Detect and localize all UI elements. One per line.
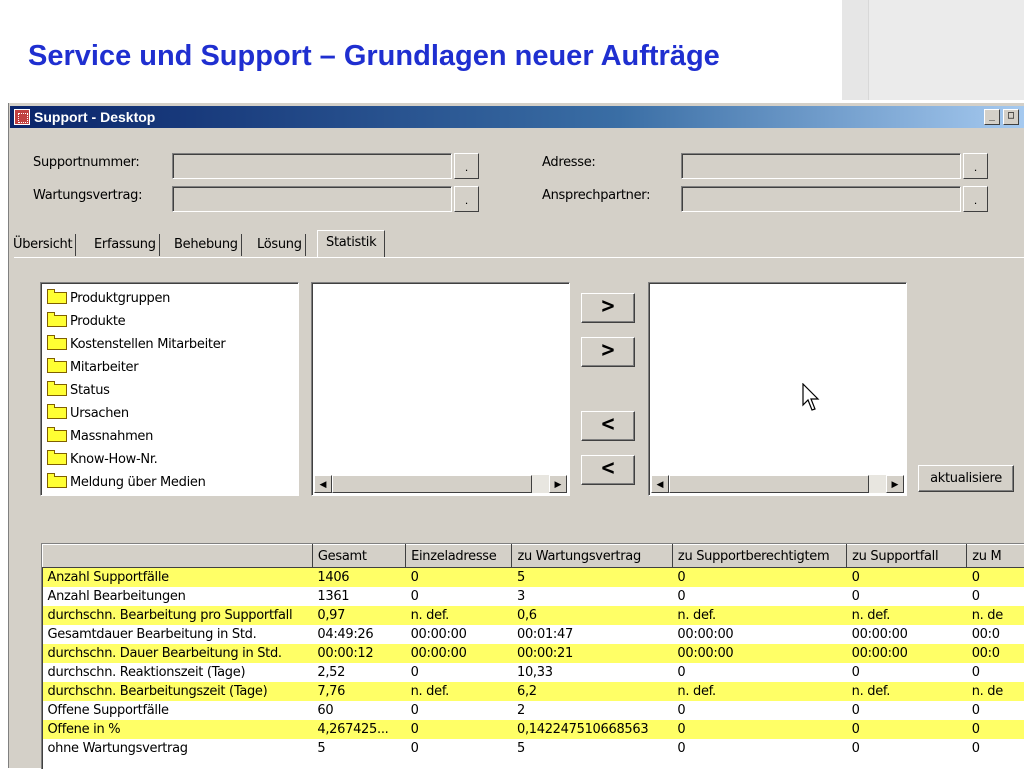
table-cell: Gesamtdauer Bearbeitung in Std. — [43, 625, 313, 644]
table-cell: 3 — [512, 587, 672, 606]
tree-item[interactable]: Know-How-Nr. — [47, 449, 158, 471]
table-cell: 0 — [967, 663, 1024, 682]
table-cell: 0 — [847, 739, 967, 758]
aktualisiere-button[interactable]: aktualisiere — [918, 465, 1014, 492]
decorative-gray-strip — [842, 0, 1024, 100]
table-cell: 2 — [512, 701, 672, 720]
slide-title: Service und Support – Grundlagen neuer Aufträge — [28, 40, 720, 73]
tree-item[interactable]: Meldung über Medien — [47, 472, 206, 494]
table-cell: n. de — [967, 682, 1024, 701]
tab-loesung[interactable]: Lösung — [254, 234, 306, 256]
table-cell: n. def. — [672, 682, 846, 701]
table-cell: 10,33 — [512, 663, 672, 682]
category-tree[interactable] — [40, 282, 299, 496]
table-cell: 0 — [672, 739, 846, 758]
window-title: Support - Desktop — [34, 109, 155, 125]
minimize-button[interactable]: _ — [984, 109, 1000, 125]
table-cell: n. def. — [406, 682, 512, 701]
table-row[interactable] — [43, 720, 1024, 739]
table-cell: 5 — [512, 568, 672, 588]
tab-uebersicht[interactable]: Übersicht — [10, 234, 76, 256]
scroll-thumb[interactable] — [669, 475, 869, 493]
table-row[interactable] — [43, 587, 1024, 606]
folder-icon — [47, 384, 67, 396]
table-row[interactable] — [43, 701, 1024, 720]
selected-list-scrollbar[interactable] — [651, 475, 904, 493]
table-cell: Anzahl Bearbeitungen — [43, 587, 313, 606]
table-cell: 0 — [406, 568, 512, 588]
table-cell: 5 — [312, 739, 405, 758]
column-header[interactable]: Gesamt — [312, 545, 405, 568]
table-cell: 0 — [672, 701, 846, 720]
scroll-thumb[interactable] — [332, 475, 532, 493]
table-cell: 0 — [847, 587, 967, 606]
folder-icon — [47, 315, 67, 327]
adresse-field[interactable] — [681, 153, 961, 179]
table-cell: 00:0 — [967, 625, 1024, 644]
ansprechpartner-label: Ansprechpartner: — [542, 188, 650, 203]
statistics-table[interactable] — [41, 543, 1024, 769]
table-cell: 0 — [672, 568, 846, 588]
table-cell: 00:0 — [967, 644, 1024, 663]
column-header[interactable]: Einzeladresse — [406, 545, 512, 568]
ansprechpartner-field[interactable] — [681, 186, 961, 212]
table-cell: 7,76 — [312, 682, 405, 701]
table-cell: n. de — [967, 606, 1024, 625]
supportnummer-lookup-button[interactable]: . — [454, 153, 479, 179]
table-cell: durchschn. Reaktionszeit (Tage) — [43, 663, 313, 682]
table-cell: 00:00:12 — [312, 644, 405, 663]
table-cell: 5 — [512, 739, 672, 758]
table-cell: 0 — [672, 720, 846, 739]
table-cell: 00:00:00 — [847, 625, 967, 644]
supportnummer-field[interactable] — [172, 153, 452, 179]
table-cell: 1361 — [312, 587, 405, 606]
wartungsvertrag-lookup-button[interactable]: . — [454, 186, 479, 212]
table-cell: 0 — [847, 701, 967, 720]
folder-icon — [47, 476, 67, 488]
table-cell: 0 — [967, 720, 1024, 739]
table-cell: 0 — [967, 739, 1024, 758]
tab-panel-border — [14, 257, 1024, 258]
table-header-row — [43, 545, 1024, 568]
app-icon — [14, 109, 30, 125]
table-cell: 04:49:26 — [312, 625, 405, 644]
folder-icon — [47, 407, 67, 419]
folder-icon — [47, 453, 67, 465]
table-cell: Offene in % — [43, 720, 313, 739]
table-cell: 00:00:21 — [512, 644, 672, 663]
column-header[interactable]: zu M — [967, 545, 1024, 568]
table-cell: durchschn. Bearbeitungszeit (Tage) — [43, 682, 313, 701]
column-header[interactable] — [43, 545, 313, 568]
adresse-label: Adresse: — [542, 155, 596, 170]
available-list[interactable] — [311, 282, 570, 496]
table-cell: durchschn. Bearbeitung pro Supportfall — [43, 606, 313, 625]
tree-item[interactable]: Produktgruppen — [47, 288, 170, 310]
tree-item[interactable]: Produkte — [47, 311, 125, 333]
column-header[interactable]: zu Wartungsvertrag — [512, 545, 672, 568]
table-cell: n. def. — [847, 606, 967, 625]
scroll-left-icon[interactable]: ◀ — [314, 475, 332, 493]
supportnummer-label: Supportnummer: — [33, 155, 140, 170]
table-cell: 0 — [406, 587, 512, 606]
table-cell: 0 — [967, 701, 1024, 720]
tree-item[interactable]: Ursachen — [47, 403, 129, 425]
table-cell: 0 — [847, 568, 967, 588]
table-cell: Anzahl Supportfälle — [43, 568, 313, 588]
table-cell: 1406 — [312, 568, 405, 588]
table-cell: 00:00:00 — [672, 644, 846, 663]
table-cell: 0 — [847, 663, 967, 682]
selected-list[interactable] — [648, 282, 907, 496]
folder-icon — [47, 361, 67, 373]
table-cell: 0 — [672, 663, 846, 682]
table-cell: 0 — [847, 720, 967, 739]
remove-all-button[interactable]: < — [581, 455, 635, 485]
available-list-scrollbar[interactable] — [314, 475, 567, 493]
table-cell: 00:00:00 — [406, 625, 512, 644]
folder-icon — [47, 338, 67, 350]
table-cell: n. def. — [406, 606, 512, 625]
scroll-right-icon[interactable]: ▶ — [549, 475, 567, 493]
window-titlebar[interactable] — [10, 106, 1024, 128]
table-cell: 0 — [406, 663, 512, 682]
table-cell: 00:00:00 — [672, 625, 846, 644]
scroll-right-icon[interactable]: ▶ — [886, 475, 904, 493]
table-cell: 0 — [406, 739, 512, 758]
remove-selected-button[interactable]: < — [581, 411, 635, 441]
table-cell: Offene Supportfälle — [43, 701, 313, 720]
table-row[interactable] — [43, 663, 1024, 682]
table-cell: 0 — [406, 701, 512, 720]
tree-item[interactable]: Kostenstellen Mitarbeiter — [47, 334, 225, 356]
tab-behebung[interactable]: Behebung — [171, 234, 242, 256]
folder-icon — [47, 430, 67, 442]
table-cell: 2,52 — [312, 663, 405, 682]
tree-item[interactable]: Mitarbeiter — [47, 357, 138, 379]
table-row[interactable] — [43, 682, 1024, 701]
table-cell: 00:00:00 — [406, 644, 512, 663]
wartungsvertrag-label: Wartungsvertrag: — [33, 188, 142, 203]
ansprechpartner-lookup-button[interactable]: . — [963, 186, 988, 212]
table-cell: 0 — [406, 720, 512, 739]
table-cell: 4,267425... — [312, 720, 405, 739]
table-cell: 0 — [967, 587, 1024, 606]
table-row[interactable] — [43, 568, 1024, 588]
table-cell: 0 — [967, 568, 1024, 588]
table-row[interactable] — [43, 625, 1024, 644]
wartungsvertrag-field[interactable] — [172, 186, 452, 212]
table-cell: n. def. — [672, 606, 846, 625]
folder-icon — [47, 292, 67, 304]
add-selected-button[interactable]: > — [581, 293, 635, 323]
tree-item[interactable]: Massnahmen — [47, 426, 153, 448]
table-cell: 00:00:00 — [847, 644, 967, 663]
table-cell: 60 — [312, 701, 405, 720]
tab-statistik[interactable]: Statistik — [317, 230, 385, 258]
maximize-button[interactable]: □ — [1003, 109, 1019, 125]
column-header[interactable]: zu Supportberechtigtem — [672, 545, 846, 568]
table-row[interactable] — [43, 606, 1024, 625]
add-all-button[interactable]: > — [581, 337, 635, 367]
table-cell: 0,97 — [312, 606, 405, 625]
table-cell: 00:01:47 — [512, 625, 672, 644]
scroll-left-icon[interactable]: ◀ — [651, 475, 669, 493]
table-cell: ohne Wartungsvertrag — [43, 739, 313, 758]
mouse-cursor-icon — [802, 383, 822, 413]
table-row[interactable] — [43, 739, 1024, 758]
table-cell: 0,142247510668563 — [512, 720, 672, 739]
table-cell: durchschn. Dauer Bearbeitung in Std. — [43, 644, 313, 663]
table-cell: 0,6 — [512, 606, 672, 625]
table-row[interactable] — [43, 644, 1024, 663]
table-cell: 0 — [672, 587, 846, 606]
table-cell: 6,2 — [512, 682, 672, 701]
adresse-lookup-button[interactable]: . — [963, 153, 988, 179]
table-cell: n. def. — [847, 682, 967, 701]
column-header[interactable]: zu Supportfall — [847, 545, 967, 568]
tab-erfassung[interactable]: Erfassung — [91, 234, 160, 256]
tree-item[interactable]: Status — [47, 380, 110, 402]
